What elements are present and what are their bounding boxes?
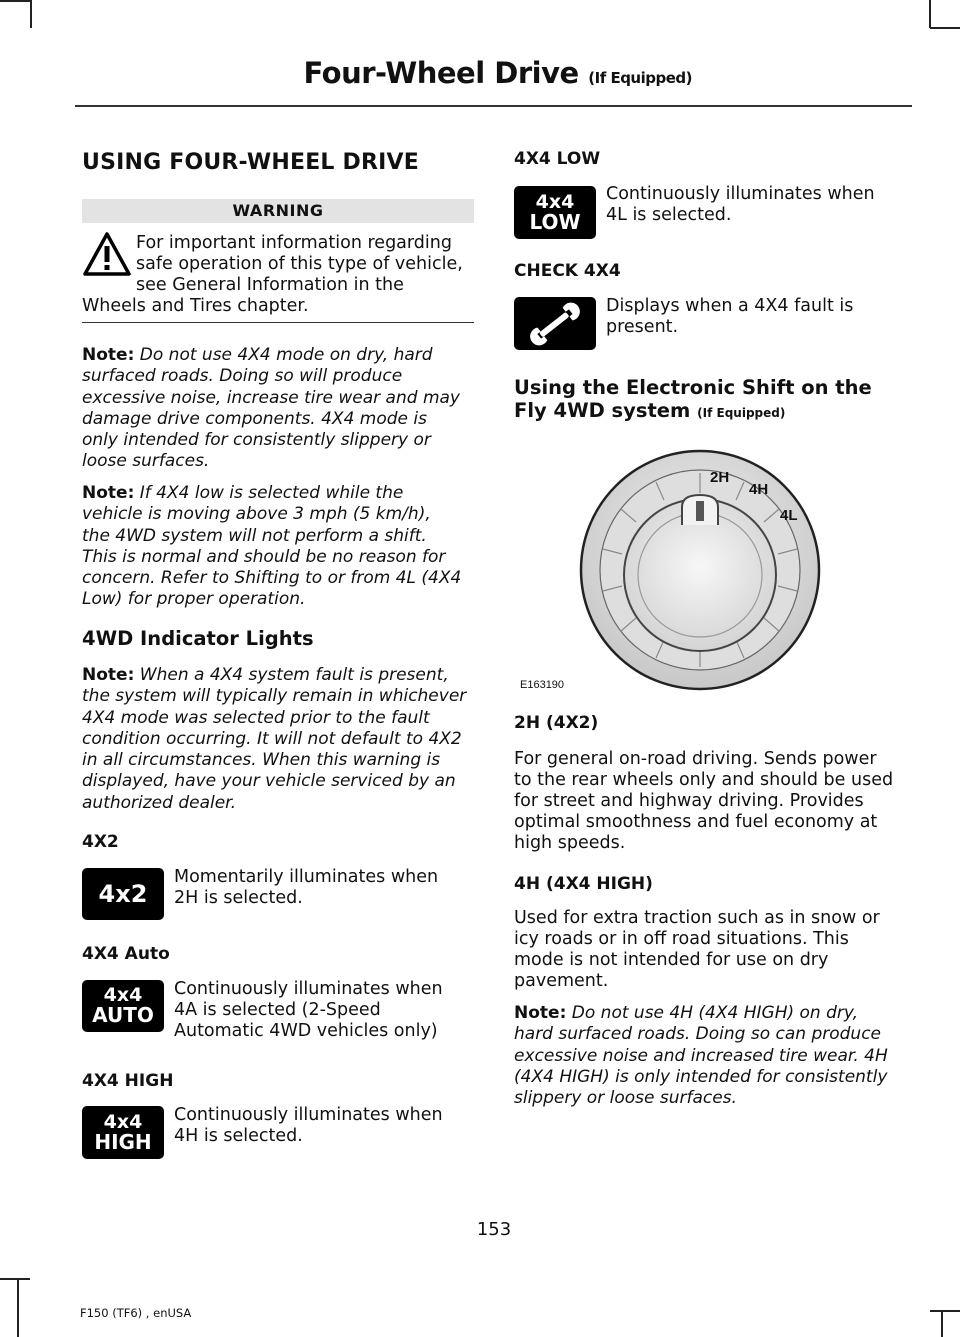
note-line: damage drive components. 4X4 mode is [82,408,427,429]
body-line: optimal smoothness and fuel economy at [514,812,878,832]
desc-4h [514,908,914,992]
icon-text: LOW [529,209,581,234]
body-line: icy roads or in off road situations. This [514,929,849,949]
note-line: concern. Refer to Shifting to or from 4L (4X4 [82,568,462,589]
note-line: condition occurring. It will not default to 4X2 [82,728,462,749]
crop-mark [941,1310,943,1337]
4x4-high-indicator-icon [82,1106,164,1159]
note-line: vehicle is moving above 3 mph (5 km/h), [82,504,431,525]
esof-title-suffix: (If Equipped) [697,406,786,420]
wrench-icon [525,302,585,346]
note-line: displayed, have your vehicle serviced by an [82,771,456,792]
warning-line: see General Information in the [136,275,404,295]
note-line: (4X4 HIGH) is only intended for consistently [514,1066,888,1087]
body-line: Used for extra traction such as in snow or [514,908,880,928]
page-number: 153 [476,1219,512,1240]
note-4x4-low [82,483,482,611]
desc-4x4-auto [174,979,474,1042]
desc-line: present. [606,317,679,337]
body-line: pavement. [514,971,609,991]
icon-text: 4x4 [103,984,143,1006]
desc-4x4-high [174,1105,474,1147]
warning-line: Wheels and Tires chapter. [82,296,309,316]
icon-text: 4x4 [535,190,575,213]
desc-check-4x4 [606,296,906,338]
heading-4x4-low: 4X4 LOW [514,149,601,169]
note-fault [82,665,482,814]
dial-label-2h: 2H [710,469,730,486]
page-header-title [304,56,692,90]
note-line: Low) for proper operation. [82,589,306,610]
desc-line: Momentarily illuminates when [174,867,439,887]
desc-line: 4A is selected (2-Speed [174,1000,381,1020]
desc-4x4-low [606,184,906,226]
heading-4x4-auto: 4X4 Auto [82,944,170,964]
note-line: slippery or loose surfaces. [514,1088,737,1109]
note-line: excessive noise, increase tire wear and may [82,387,460,408]
figure-id: E163190 [520,679,565,691]
note-line: the system will typically remain in whichever [82,686,467,707]
body-line: to the rear wheels only and should be used [514,770,894,790]
note-4h-dry [514,1003,914,1109]
header-subtitle: (If Equipped) [588,69,692,87]
warning-text [82,233,477,317]
note-label: Note: [82,483,135,503]
warning-line: For important information regarding [136,233,452,253]
body-line: for street and highway driving. Provides [514,791,864,811]
crop-mark [930,1310,960,1312]
4x4-low-indicator-icon [514,186,596,239]
desc-line: 2H is selected. [174,888,303,908]
note-label: Note: [82,665,135,685]
indicator-lights-title: 4WD Indicator Lights [82,627,314,650]
body-line: high speeds. [514,833,626,853]
esof-title-line: Fly 4WD system [514,399,691,422]
note-line: the 4WD system will not perform a shift. [82,525,427,546]
body-line: For general on-road driving. Sends power [514,749,877,769]
heading-4x4-high: 4X4 HIGH [82,1071,174,1091]
note-line: When a 4X4 system fault is present, [139,665,449,685]
crop-mark [0,0,30,2]
note-line: authorized dealer. [82,792,237,813]
body-line: mode is not intended for use on dry [514,950,829,970]
esof-title-line: Using the Electronic Shift on the [514,376,872,399]
note-line: If 4X4 low is selected while the [139,483,404,503]
icon-text: 4x2 [98,879,148,908]
warning-line: safe operation of this type of vehicle, [136,254,463,274]
dial-label-4l: 4L [780,507,798,524]
desc-line: Automatic 4WD vehicles only) [174,1021,438,1041]
4x4-auto-indicator-icon [82,980,164,1032]
note-label: Note: [514,1003,567,1023]
header-title-text: Four-Wheel Drive [303,56,579,90]
note-line: surfaced roads. Doing so will produce [82,366,403,387]
desc-line: 4L is selected. [606,205,732,225]
desc-line: Continuously illuminates when [174,979,443,999]
note-line: Do not use 4X4 mode on dry, hard [139,345,433,365]
warning-rule [82,322,474,323]
desc-4x2 [174,867,474,909]
note-line: hard surfaced roads. Doing so can produce [514,1024,882,1045]
note-line: in all circumstances. When this warning is [82,750,441,771]
4wd-selector-dial-illustration [514,445,914,695]
header-rule [75,105,912,107]
note-label: Note: [82,345,135,365]
crop-mark [0,1278,30,1280]
crop-mark [930,27,960,29]
section-title: USING FOUR-WHEEL DRIVE [82,150,419,175]
note-line: This is normal and should be no reason for [82,546,446,567]
note-line: only intended for consistently slippery or [82,430,431,451]
desc-2h [514,749,914,854]
icon-text: AUTO [92,1003,154,1027]
desc-line: Continuously illuminates when [606,184,875,204]
footer-model-code: F150 (TF6) , enUSA [80,1306,192,1320]
icon-text: 4x4 [103,1110,143,1133]
dial-label-4h: 4H [749,481,769,498]
heading-check-4x4: CHECK 4X4 [514,261,621,281]
4x2-indicator-icon [82,868,164,920]
note-line: excessive noise and increased tire wear. 4H [514,1045,888,1066]
icon-text: HIGH [94,1129,152,1154]
note-line: Do not use 4H (4X4 HIGH) on dry, [571,1003,859,1023]
warning-bar: WARNING [82,199,474,223]
note-line: loose surfaces. [82,451,210,472]
desc-line: 4H is selected. [174,1126,303,1146]
crop-mark [17,1278,19,1337]
desc-line: Displays when a 4X4 fault is [606,296,854,316]
heading-4h: 4H (4X4 HIGH) [514,874,653,894]
heading-4x2: 4X2 [82,832,119,852]
note-dry-roads [82,345,482,473]
note-line: 4X4 mode was selected prior to the fault [82,707,430,728]
check-4x4-indicator [514,297,596,350]
heading-2h: 2H (4X2) [514,713,599,733]
crop-mark [30,0,32,28]
crop-mark [929,0,931,28]
desc-line: Continuously illuminates when [174,1105,443,1125]
esof-title [514,376,914,425]
